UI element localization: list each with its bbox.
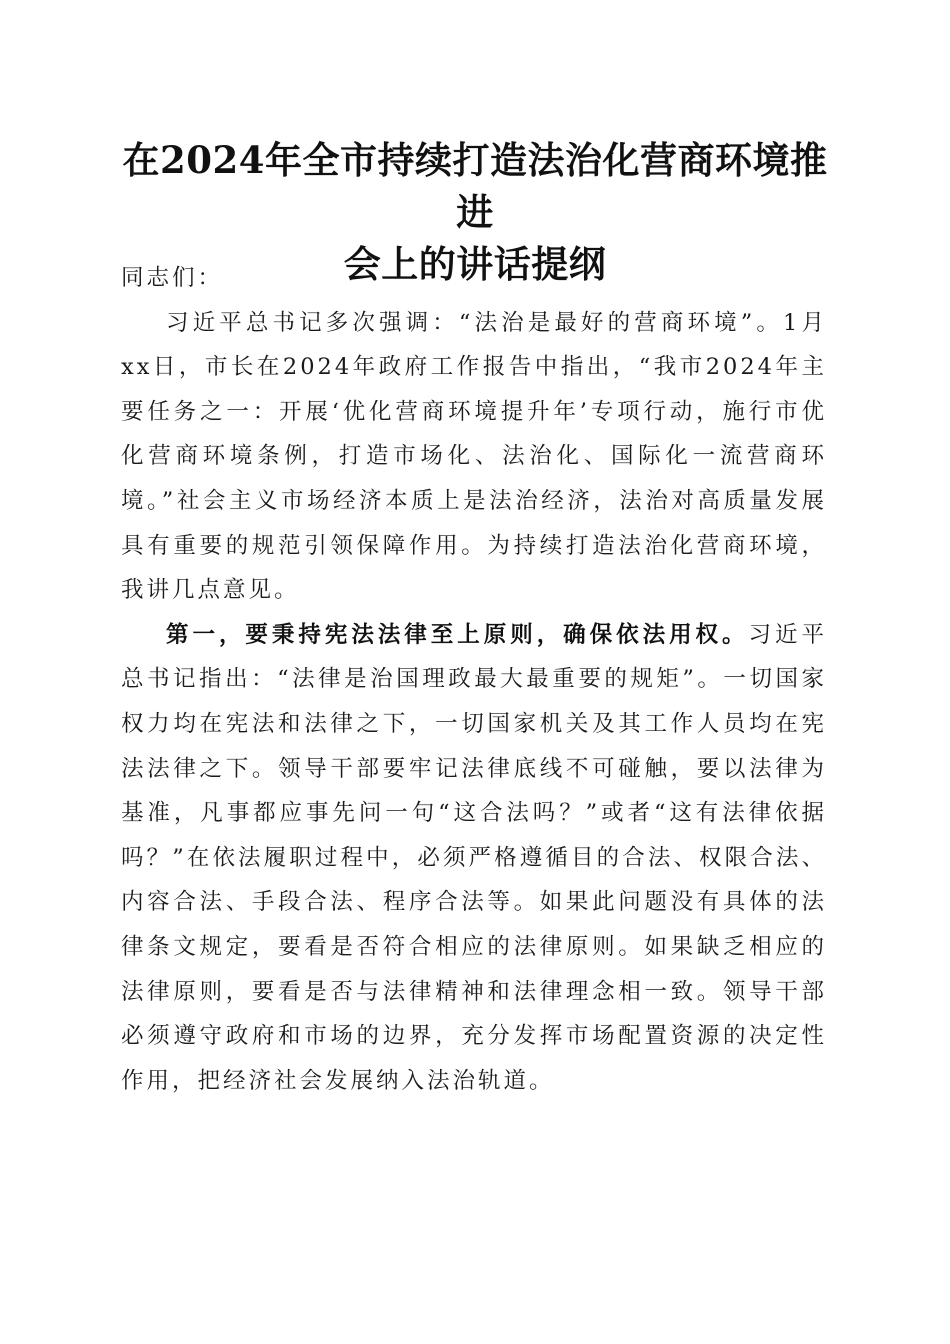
paragraph-first-point xyxy=(121,613,827,1104)
first-point-heading: 第一，要秉持宪法法律至上原则，确保依法用权。 xyxy=(166,621,749,648)
first-point-body: 习近平总书记指出：“法律是治国理政最大最重要的规矩”。一切国家权力均在宪法和法律之下，一切国家机关及其工作人员均在宪法法律之下。领导干部要牢记法律底线不可碰触，要以法律为基准，凡事都应事先问一句“这合法吗？”或者“这有法律依据吗？”在依法履职过程中，必须严格遵循目的合法、权限合法、内容合法、手段合法、程序合法等。如果此问题没有具体的法律条文规定，要看是否符合相应的法律原则。如果缺乏相应的法律原则，要看是否与法律精神和法律理念相一致。领导干部必须遵守政府和市场的边界，充分发挥市场配置资源的决定性作用，把经济社会发展纳入法治轨道。 xyxy=(121,621,827,1094)
paragraph-intro: 习近平总书记多次强调：“法治是最好的营商环境”。1月xx日，市长在2024年政府工作报告中指出，“我市2024年主要任务之一：开展‘优化营商环境提升年’专项行动，施行市优化营商环境条例，打造市场化、法治化、国际化一流营商环境。”社会主义市场经济本质上是法治经济，法治对高质量发展具有重要的规范引领保障作用。为持续打造法治化营商环境，我讲几点意见。 xyxy=(121,309,827,604)
title-line-2: 会上的讲话提纲 xyxy=(343,242,607,286)
document-body xyxy=(121,256,827,1103)
title-line-1: 在2024年全市持续打造法治化营商环境推进 xyxy=(122,138,828,234)
salutation: 同志们： xyxy=(121,265,224,291)
